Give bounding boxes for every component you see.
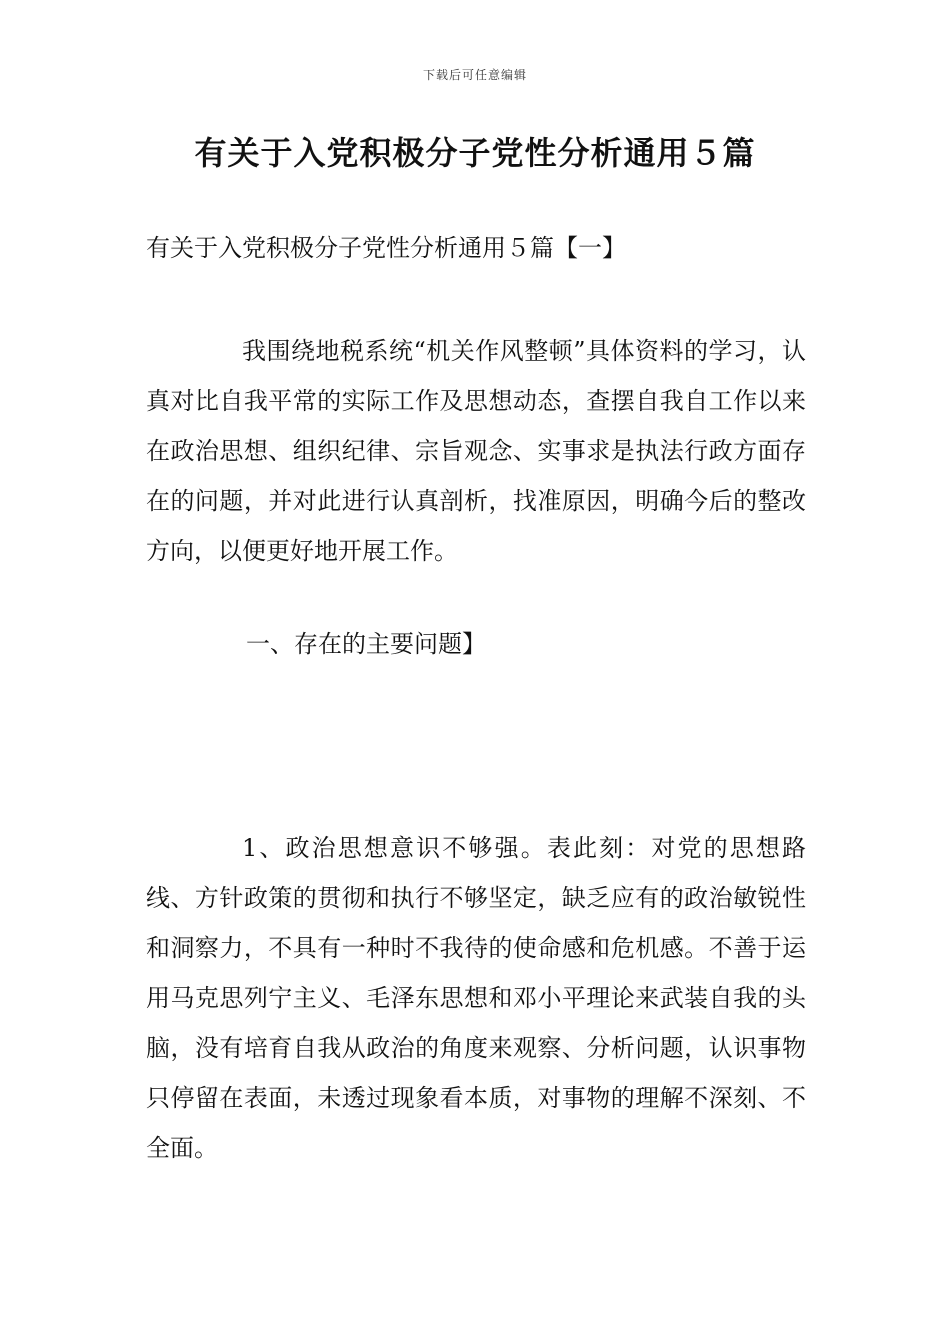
section-title: 有关于入党积极分子党性分析通用５篇【一】 [146, 234, 626, 262]
header-note: 下载后可任意编辑 [422, 68, 527, 82]
political-awareness-paragraph: 1、政治思想意识不够强。表此刻：对党的思想路线、方针政策的贯彻和执行不够坚定，缺乏应有的政治敏锐性和洞察力，不具有一种时不我待的使命感和危机感。不善于运用马克思列宁主义、毛泽东思想和邓小平理论来武装自我的头脑，没有培育自我从政治的角度来观察、分析问题，认识事物只停留在表面，未透过现象看本质，对事物的理解不深刻、不全面。 [146, 834, 806, 1162]
subheading-main-problems: 一、存在的主要问题】 [246, 630, 486, 658]
intro-paragraph: 我围绕地税系统“机关作风整顿”具体资料的学习，认真对比自我平常的实际工作及思想动态，查摆自我自工作以来在政治思想、组织纪律、宗旨观念、实事求是执法行政方面存在的问题，并对此进行认真剖析，找准原因，明确今后的整改方向，以便更好地开展工作。 [146, 337, 806, 565]
document-title: 有关于入党积极分子党性分析通用５篇 [194, 134, 756, 172]
